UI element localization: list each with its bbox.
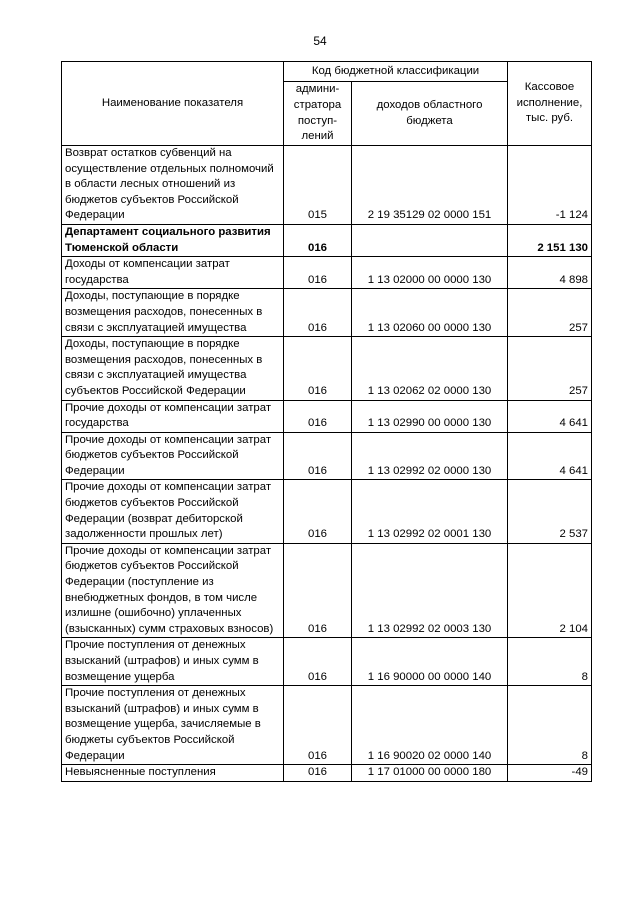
row-name: Невыясненные поступления [62, 765, 284, 782]
table-row [62, 543, 592, 638]
row-name: Прочие доходы от компенсации затрат бюджетов субъектов Российской Федерации [62, 432, 284, 480]
table-row [62, 686, 592, 765]
row-name: Прочие доходы от компенсации затрат бюджетов субъектов Российской Федерации (поступление из внебюджетных фондов, в том числе излишне (ошибочно) уплаченных (взысканных) сумм страховых взносов) [62, 543, 284, 638]
table-row [62, 146, 592, 225]
row-admin-code: 016 [284, 765, 352, 782]
row-revenue-code: 1 13 02062 02 0000 130 [352, 337, 508, 400]
row-revenue-code [352, 224, 508, 256]
row-admin-code: 016 [284, 638, 352, 686]
row-admin-code: 016 [284, 224, 352, 256]
table-row [62, 257, 592, 289]
row-revenue-code: 1 13 02992 02 0003 130 [352, 543, 508, 638]
row-amount: 257 [508, 289, 592, 337]
row-revenue-code: 1 13 02992 02 0000 130 [352, 432, 508, 480]
row-admin-code: 016 [284, 337, 352, 400]
row-admin-code: 016 [284, 686, 352, 765]
row-revenue-code: 2 19 35129 02 0000 151 [352, 146, 508, 225]
row-amount: -1 124 [508, 146, 592, 225]
header-execution: Кассовое исполнение, тыс. руб. [508, 62, 592, 146]
row-revenue-code: 1 16 90020 02 0000 140 [352, 686, 508, 765]
table-row [62, 432, 592, 480]
row-admin-code: 016 [284, 257, 352, 289]
row-amount: 2 151 130 [508, 224, 592, 256]
row-admin-code: 016 [284, 289, 352, 337]
row-admin-code: 016 [284, 543, 352, 638]
header-administrator: админи-стратора поступ-лений [284, 82, 352, 146]
row-amount: 2 537 [508, 480, 592, 543]
row-revenue-code: 1 17 01000 00 0000 180 [352, 765, 508, 782]
row-amount: 8 [508, 638, 592, 686]
row-revenue-code: 1 13 02992 02 0001 130 [352, 480, 508, 543]
table-row [62, 224, 592, 256]
row-amount: 8 [508, 686, 592, 765]
row-name: Доходы, поступающие в порядке возмещения расходов, понесенных в связи с эксплуатацией имущества субъектов Российской Федерации [62, 337, 284, 400]
row-name: Департамент социального развития Тюменской области [62, 224, 284, 256]
table-body [62, 146, 592, 782]
row-revenue-code: 1 16 90000 00 0000 140 [352, 638, 508, 686]
page-number: 54 [313, 34, 327, 48]
row-amount: -49 [508, 765, 592, 782]
row-name: Прочие доходы от компенсации затрат государства [62, 400, 284, 432]
header-bk-code: Код бюджетной классификации [284, 62, 508, 82]
row-amount: 4 898 [508, 257, 592, 289]
row-revenue-code: 1 13 02000 00 0000 130 [352, 257, 508, 289]
row-amount: 4 641 [508, 432, 592, 480]
row-amount: 4 641 [508, 400, 592, 432]
table-row [62, 400, 592, 432]
table-row [62, 337, 592, 400]
row-admin-code: 016 [284, 432, 352, 480]
row-name: Доходы, поступающие в порядке возмещения расходов, понесенных в связи с эксплуатацией имущества [62, 289, 284, 337]
row-name: Доходы от компенсации затрат государства [62, 257, 284, 289]
table-row [62, 480, 592, 543]
row-admin-code: 016 [284, 400, 352, 432]
row-admin-code: 016 [284, 480, 352, 543]
row-name: Возврат остатков субвенций на осуществление отдельных полномочий в области лесных отношений из бюджетов субъектов Российской Федерации [62, 146, 284, 225]
budget-table [61, 61, 592, 782]
header-indicator: Наименование показателя [62, 62, 284, 146]
row-amount: 257 [508, 337, 592, 400]
header-revenue: доходов областного бюджета [352, 82, 508, 146]
table-row [62, 765, 592, 782]
row-revenue-code: 1 13 02060 00 0000 130 [352, 289, 508, 337]
table-row [62, 289, 592, 337]
row-revenue-code: 1 13 02990 00 0000 130 [352, 400, 508, 432]
row-name: Прочие доходы от компенсации затрат бюджетов субъектов Российской Федерации (возврат дебиторской задолженности прошлых лет) [62, 480, 284, 543]
row-name: Прочие поступления от денежных взысканий (штрафов) и иных сумм в возмещение ущерба, зачисляемые в бюджеты субъектов Российской Федерации [62, 686, 284, 765]
row-admin-code: 015 [284, 146, 352, 225]
row-amount: 2 104 [508, 543, 592, 638]
row-name: Прочие поступления от денежных взысканий (штрафов) и иных сумм в возмещение ущерба [62, 638, 284, 686]
table-row [62, 638, 592, 686]
